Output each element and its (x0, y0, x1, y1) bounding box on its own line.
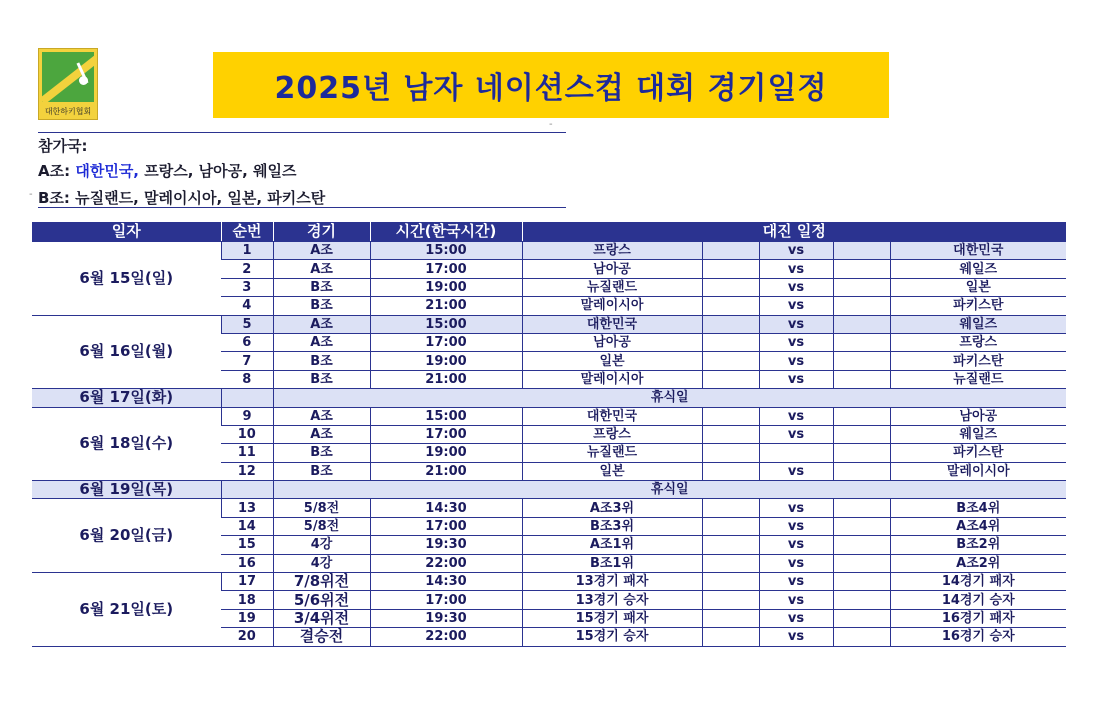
spacer-cell (833, 517, 890, 535)
match-number: 3 (221, 278, 273, 296)
match-time: 14:30 (370, 573, 522, 591)
team-home: 일본 (522, 462, 702, 480)
match-time: 21:00 (370, 462, 522, 480)
team-away: 대한민국 (890, 242, 1066, 260)
team-home: 15경기 패자 (522, 609, 702, 627)
spacer-cell (702, 333, 759, 351)
spacer-cell (702, 315, 759, 333)
spacer-cell (702, 370, 759, 388)
match-stage: A조 (273, 260, 370, 278)
match-number: 17 (221, 573, 273, 591)
vs-label: vs (759, 517, 833, 535)
spacer-cell (833, 609, 890, 627)
match-time: 15:00 (370, 407, 522, 425)
spacer-cell (702, 591, 759, 609)
match-stage: 5/8전 (273, 499, 370, 517)
vs-label: vs (759, 462, 833, 480)
spacer-cell (833, 315, 890, 333)
schedule-body (32, 242, 1066, 647)
spacer-cell (833, 370, 890, 388)
spacer-cell (833, 554, 890, 572)
spacer-cell (702, 297, 759, 315)
rest-day-row (32, 389, 1066, 407)
spacer-cell (833, 407, 890, 425)
date-cell: 6월 20일(금) (32, 499, 221, 573)
team-away: 14경기 승자 (890, 591, 1066, 609)
team-home: A조1위 (522, 536, 702, 554)
match-stage: A조 (273, 315, 370, 333)
match-number: 7 (221, 352, 273, 370)
header-stage: 경기 (273, 222, 370, 242)
spacer-cell (702, 554, 759, 572)
schedule-table (32, 222, 1066, 647)
tick-mark: - (549, 119, 553, 130)
date-cell: 6월 21일(토) (32, 573, 221, 647)
match-time: 22:00 (370, 554, 522, 572)
title-banner (213, 52, 889, 118)
header-date: 일자 (32, 222, 221, 242)
group-b-line (38, 187, 325, 208)
team-home: 대한민국 (522, 315, 702, 333)
match-stage: 3/4위전 (273, 609, 370, 627)
date-cell: 6월 15일(일) (32, 242, 221, 316)
spacer-cell (702, 628, 759, 646)
team-away: 16경기 패자 (890, 609, 1066, 627)
team-away: 파키스탄 (890, 297, 1066, 315)
match-time: 17:00 (370, 517, 522, 535)
match-number: 14 (221, 517, 273, 535)
match-stage: A조 (273, 407, 370, 425)
spacer-cell (702, 352, 759, 370)
vs-label: vs (759, 591, 833, 609)
match-time: 22:00 (370, 628, 522, 646)
spacer-cell (702, 536, 759, 554)
match-number: 11 (221, 444, 273, 462)
date-cell: 6월 17일(화) (32, 389, 221, 407)
spacer-cell (702, 444, 759, 462)
team-away: 뉴질랜드 (890, 370, 1066, 388)
team-home: 일본 (522, 352, 702, 370)
logo-caption: 대한하키협회 (44, 107, 92, 116)
match-time: 21:00 (370, 297, 522, 315)
team-away: 웨일즈 (890, 425, 1066, 443)
team-away: 14경기 패자 (890, 573, 1066, 591)
header-matchup: 대진 일정 (522, 222, 1066, 242)
match-time: 17:00 (370, 425, 522, 443)
match-number: 18 (221, 591, 273, 609)
kha-logo (38, 48, 98, 120)
spacer-cell (833, 573, 890, 591)
match-number: 6 (221, 333, 273, 351)
rest-day-row (32, 481, 1066, 499)
match-stage: B조 (273, 370, 370, 388)
vs-label: vs (759, 315, 833, 333)
vs-label: vs (759, 554, 833, 572)
divider (38, 207, 566, 208)
team-away: 웨일즈 (890, 315, 1066, 333)
vs-label: vs (759, 278, 833, 296)
spacer-cell (833, 425, 890, 443)
vs-label (759, 444, 833, 462)
match-number: 16 (221, 554, 273, 572)
match-stage: 5/8전 (273, 517, 370, 535)
team-away: 파키스탄 (890, 444, 1066, 462)
spacer-cell (833, 352, 890, 370)
match-time: 17:00 (370, 591, 522, 609)
table-row (32, 315, 1066, 333)
match-stage: B조 (273, 462, 370, 480)
team-away: 남아공 (890, 407, 1066, 425)
table-header (32, 222, 1066, 242)
team-home: 대한민국 (522, 407, 702, 425)
vs-label: vs (759, 297, 833, 315)
match-time: 19:30 (370, 609, 522, 627)
vs-label: vs (759, 425, 833, 443)
team-home: 13경기 승자 (522, 591, 702, 609)
match-time: 17:00 (370, 333, 522, 351)
spacer-cell (833, 297, 890, 315)
team-home: A조3위 (522, 499, 702, 517)
group-b-teams: 뉴질랜드, 말레이시아, 일본, 파키스탄 (75, 189, 326, 207)
vs-label: vs (759, 628, 833, 646)
team-away: A조4위 (890, 517, 1066, 535)
vs-label: vs (759, 573, 833, 591)
match-number: 15 (221, 536, 273, 554)
spacer-cell (702, 462, 759, 480)
match-number: 20 (221, 628, 273, 646)
match-time: 15:00 (370, 315, 522, 333)
vs-label: vs (759, 499, 833, 517)
match-stage: B조 (273, 352, 370, 370)
match-stage: 5/6위전 (273, 591, 370, 609)
divider (38, 132, 566, 133)
empty-cell (221, 389, 273, 407)
match-number: 1 (221, 242, 273, 260)
spacer-cell (702, 260, 759, 278)
vs-label: vs (759, 370, 833, 388)
match-time: 19:00 (370, 444, 522, 462)
rest-day-label: 휴식일 (273, 389, 1066, 407)
match-stage: B조 (273, 278, 370, 296)
spacer-cell (833, 333, 890, 351)
match-stage: B조 (273, 297, 370, 315)
date-cell: 6월 16일(월) (32, 315, 221, 389)
table-row (32, 573, 1066, 591)
team-home: 남아공 (522, 260, 702, 278)
team-away: 일본 (890, 278, 1066, 296)
spacer-cell (833, 278, 890, 296)
header-no: 순번 (221, 222, 273, 242)
match-number: 4 (221, 297, 273, 315)
match-number: 2 (221, 260, 273, 278)
group-a-highlight: 대한민국, (75, 162, 140, 180)
match-number: 8 (221, 370, 273, 388)
vs-label: vs (759, 609, 833, 627)
spacer-cell (833, 462, 890, 480)
spacer-cell (702, 242, 759, 260)
spacer-cell (833, 260, 890, 278)
match-time: 21:00 (370, 370, 522, 388)
match-time: 19:00 (370, 352, 522, 370)
team-home: 15경기 승자 (522, 628, 702, 646)
team-away: 말레이시아 (890, 462, 1066, 480)
header-time: 시간(한국시간) (370, 222, 522, 242)
empty-cell (221, 481, 273, 499)
page-title: 2025년 남자 네이션스컵 대회 경기일정 (274, 71, 828, 106)
match-stage: B조 (273, 444, 370, 462)
team-away: 웨일즈 (890, 260, 1066, 278)
team-home: B조3위 (522, 517, 702, 535)
vs-label: vs (759, 333, 833, 351)
match-stage: 4강 (273, 554, 370, 572)
team-home: B조1위 (522, 554, 702, 572)
match-number: 9 (221, 407, 273, 425)
hockey-emblem-icon (42, 52, 94, 102)
rest-day-label: 휴식일 (273, 481, 1066, 499)
spacer-cell (702, 517, 759, 535)
spacer-cell (833, 444, 890, 462)
match-time: 17:00 (370, 260, 522, 278)
vs-label: vs (759, 242, 833, 260)
spacer-cell (702, 425, 759, 443)
date-cell: 6월 18일(수) (32, 407, 221, 481)
group-a-line (38, 160, 297, 181)
team-away: 16경기 승자 (890, 628, 1066, 646)
team-away: B조2위 (890, 536, 1066, 554)
team-home: 말레이시아 (522, 370, 702, 388)
table-row (32, 499, 1066, 517)
team-away: 파키스탄 (890, 352, 1066, 370)
spacer-cell (833, 536, 890, 554)
spacer-cell (702, 573, 759, 591)
spacer-cell (833, 499, 890, 517)
team-home: 뉴질랜드 (522, 278, 702, 296)
match-stage: 결승전 (273, 628, 370, 646)
team-home: 13경기 패자 (522, 573, 702, 591)
match-stage: A조 (273, 242, 370, 260)
vs-label: vs (759, 407, 833, 425)
spacer-cell (833, 628, 890, 646)
match-number: 5 (221, 315, 273, 333)
vs-label: vs (759, 352, 833, 370)
team-away: B조4위 (890, 499, 1066, 517)
match-number: 13 (221, 499, 273, 517)
match-time: 19:30 (370, 536, 522, 554)
date-cell: 6월 19일(목) (32, 481, 221, 499)
match-stage: A조 (273, 425, 370, 443)
spacer-cell (702, 407, 759, 425)
group-b-prefix: B조: (38, 189, 70, 207)
match-stage: 4강 (273, 536, 370, 554)
spacer-cell (833, 591, 890, 609)
match-stage: A조 (273, 333, 370, 351)
match-time: 15:00 (370, 242, 522, 260)
spacer-cell (702, 278, 759, 296)
group-a-prefix: A조: (38, 162, 71, 180)
participants-label: 참가국: (38, 137, 88, 155)
match-time: 19:00 (370, 278, 522, 296)
team-home: 프랑스 (522, 242, 702, 260)
match-number: 10 (221, 425, 273, 443)
team-away: A조2위 (890, 554, 1066, 572)
vs-label: vs (759, 260, 833, 278)
team-home: 프랑스 (522, 425, 702, 443)
match-number: 19 (221, 609, 273, 627)
group-a-teams: 프랑스, 남아공, 웨일즈 (144, 162, 297, 180)
team-away: 프랑스 (890, 333, 1066, 351)
spacer-cell (833, 242, 890, 260)
match-stage: 7/8위전 (273, 573, 370, 591)
team-home: 말레이시아 (522, 297, 702, 315)
team-home: 남아공 (522, 333, 702, 351)
vs-label: vs (759, 536, 833, 554)
table-row (32, 242, 1066, 260)
tick-mark: - (29, 189, 33, 200)
spacer-cell (702, 609, 759, 627)
spacer-cell (702, 499, 759, 517)
match-time: 14:30 (370, 499, 522, 517)
match-number: 12 (221, 462, 273, 480)
table-row (32, 407, 1066, 425)
team-home: 뉴질랜드 (522, 444, 702, 462)
